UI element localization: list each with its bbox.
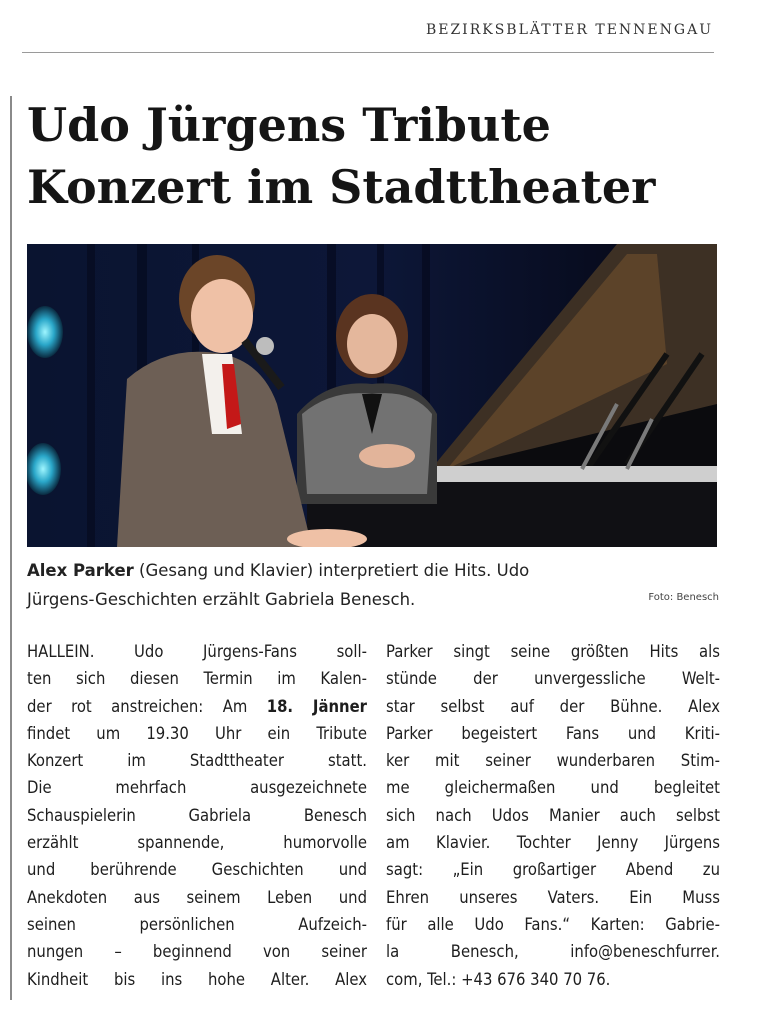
text-line: com, Tel.: +43 676 340 70 76. <box>386 969 611 989</box>
concert-photo <box>27 244 717 547</box>
text-line: HALLEIN. Udo Jürgens-Fans soll- <box>27 642 367 661</box>
text-line: Die mehrfach ausgezeichnete <box>27 778 367 798</box>
headline-line-1: Udo Jürgens Tribute <box>27 98 551 152</box>
text-line: Parker begeistert Fans und Kriti- <box>386 723 720 743</box>
photo-credit: Foto: Benesch <box>648 592 719 603</box>
text-line: star selbst auf der Bühne. Alex <box>386 696 720 716</box>
headline-line-2: Konzert im Stadttheater <box>27 160 656 214</box>
text-line: nungen – beginnend von seiner <box>27 942 367 962</box>
text-line: und berührende Geschichten und <box>27 860 367 880</box>
masthead: BEZIRKSBLÄTTER TENNENGAU <box>425 22 713 38</box>
article-column-1 <box>27 638 367 993</box>
event-date: 18. Jänner <box>266 696 368 716</box>
text-line: Konzert im Stadttheater statt. <box>27 751 367 771</box>
masthead-divider <box>22 52 714 53</box>
text-line: stünde der unvergessliche Welt- <box>386 669 720 689</box>
text-line: am Klavier. Tochter Jenny Jürgens <box>386 833 720 853</box>
text-line: Anekdoten aus seinem Leben und <box>27 887 367 907</box>
article-headline <box>27 94 727 218</box>
column-side-rule <box>10 96 12 1000</box>
text-line: la Benesch, info@beneschfurrer. <box>386 942 720 962</box>
text-line: seinen persönlichen Aufzeich- <box>27 914 367 934</box>
text-line: ten sich diesen Termin im Kalen- <box>27 669 367 689</box>
text-line: sich nach Udos Manier auch selbst <box>386 805 720 825</box>
caption-line-1-rest: (Gesang und Klavier) interpretiert die Hits. Udo <box>133 561 530 580</box>
text-line: Ehren unseres Vaters. Ein Muss <box>386 887 720 907</box>
text-line: findet um 19.30 Uhr ein Tribute <box>27 723 367 743</box>
photo-caption <box>27 556 727 614</box>
text-line: ker mit seiner wunderbaren Stim- <box>386 751 720 771</box>
text-line: sagt: „Ein großartiger Abend zu <box>386 860 720 880</box>
text-line: me gleichermaßen und begleitet <box>386 778 720 798</box>
text-line-part: der rot anstreichen: Am <box>27 696 267 716</box>
caption-name: Alex Parker <box>27 561 134 580</box>
caption-line-1 <box>27 556 727 585</box>
text-line: Schauspielerin Gabriela Benesch <box>27 805 367 825</box>
text-line: Parker singt seine größten Hits als <box>386 642 720 661</box>
text-line: Kindheit bis ins hohe Alter. Alex <box>27 969 367 989</box>
text-line: für alle Udo Fans.“ Karten: Gabrie- <box>386 914 720 934</box>
article-column-2 <box>386 638 720 993</box>
text-line <box>27 693 367 720</box>
caption-line-2: Jürgens-Geschichten erzählt Gabriela Benesch. <box>27 590 416 609</box>
text-line: erzählt spannende, humorvolle <box>27 833 367 853</box>
